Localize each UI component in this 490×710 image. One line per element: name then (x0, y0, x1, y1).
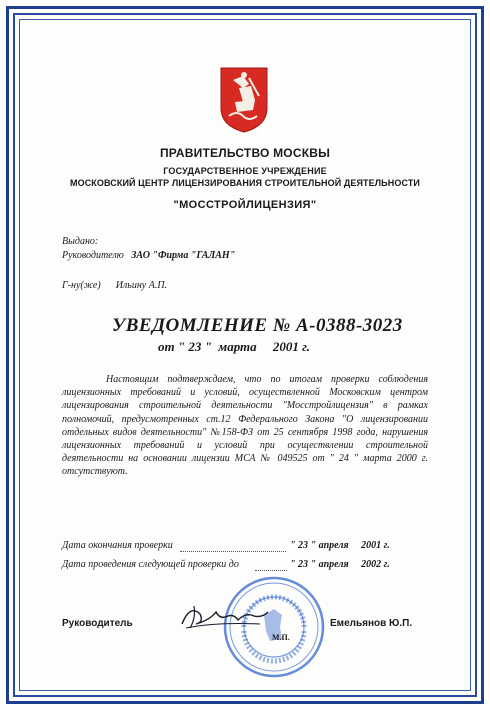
next-check-label: Дата проведения следующей проверки до (62, 559, 239, 570)
next-check-date: " 23 " апреля 2002 г. (290, 559, 390, 570)
check-end-date: " 23 " апреля 2001 г. (290, 540, 390, 551)
notice-title: УВЕДОМЛЕНИЕ № А-0388-3023 (112, 315, 403, 336)
handwritten-signature (176, 598, 272, 634)
seal-mark: М.П. (272, 633, 290, 642)
attention-name: Ильину А.П. (115, 280, 168, 291)
attention-prefix: Г-ну(же) (62, 280, 101, 291)
institution-type: ГОСУДАРСТВЕННОЕ УЧРЕЖДЕНИЕ (163, 166, 327, 176)
notice-date: от " 23 " марта 2001 г. (158, 339, 311, 354)
government-heading: ПРАВИТЕЛЬСТВО МОСКВЫ (159, 146, 331, 160)
body-paragraph: Настоящим подтверждаем, что по итогам проверки соблюдения лицензионных требований и условий, осуществленной Московским центром лицензирования строительной деятельности "Мосстройлицензия" в рамках полномочий, предусмотренных ст.12 Федерального Закона "О лицензировании отдельных видов деятельности" №158-ФЗ от 25 сентября 1998 года, нарушения лицензионных требований и условий при осуществлении строительной деятельности на основании лицензии МСА № 049525 от " 24 " марта 2000 г. отсутствуют. (62, 374, 428, 478)
brand-name: "МОССТРОЙЛИЦЕНЗИЯ" (173, 199, 317, 211)
issued-label: Выдано: (62, 236, 99, 247)
moscow-coat-of-arms-icon (219, 66, 269, 134)
attention-line (62, 280, 167, 291)
check-end-label: Дата окончания проверки (62, 540, 173, 551)
institution-name: МОСКОВСКИЙ ЦЕНТР ЛИЦЕНЗИРОВАНИЯ СТРОИТЕЛЬНОЙ ДЕЯТЕЛЬНОСТИ (70, 178, 420, 188)
signatory-name: Емельянов Ю.П. (330, 618, 413, 629)
dotted-leader (255, 570, 287, 571)
signatory-role: Руководитель (62, 618, 133, 629)
issued-to-prefix: Руководителю (62, 250, 124, 261)
issued-to-company: ЗАО "Фирма "ГАЛАН" (131, 250, 236, 261)
notice-body (62, 373, 428, 479)
issued-to (62, 250, 235, 261)
dotted-leader (180, 551, 286, 552)
